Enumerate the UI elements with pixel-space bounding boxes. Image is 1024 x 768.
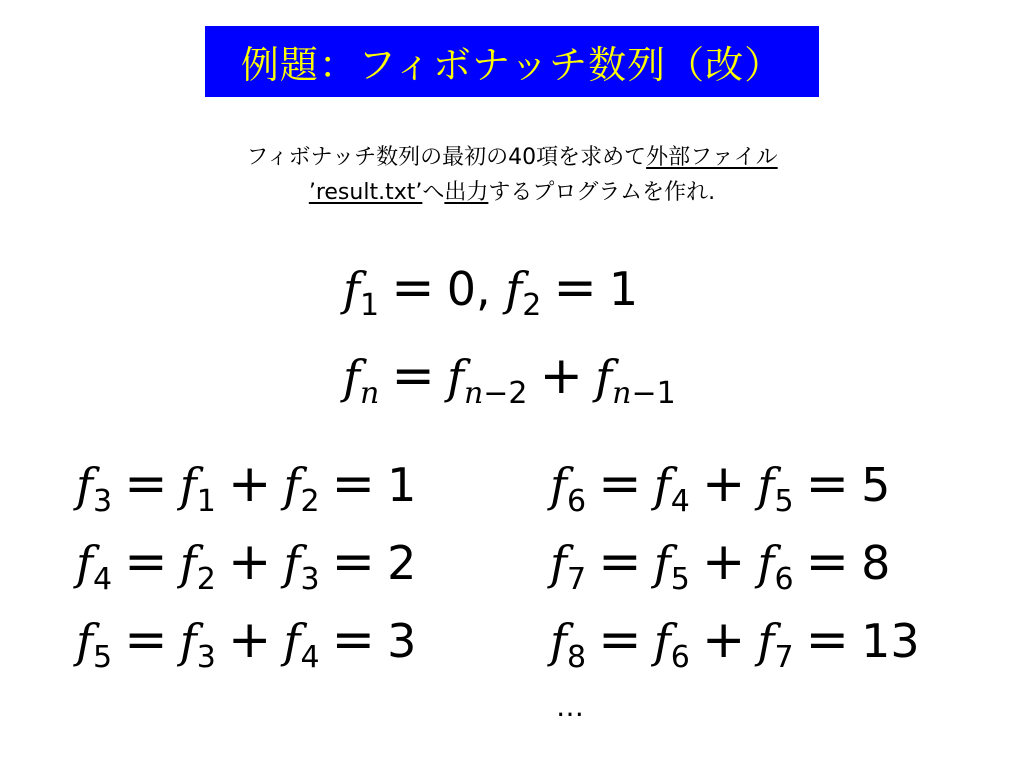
problem-statement bbox=[0, 140, 1024, 210]
plus-sign: + bbox=[227, 532, 272, 592]
subscript: 2 bbox=[196, 562, 216, 597]
problem-text: へ bbox=[422, 180, 445, 205]
plus-sign: + bbox=[227, 610, 272, 670]
subscript: 6 bbox=[567, 484, 587, 519]
subscript: 1 bbox=[360, 288, 380, 323]
result-value: 2 bbox=[387, 536, 417, 590]
external-file-term: 外部ファイル bbox=[646, 145, 778, 170]
result-value: 8 bbox=[861, 536, 891, 590]
equals-sign: = bbox=[124, 610, 168, 670]
fibonacci-example-equation bbox=[550, 454, 891, 519]
function-symbol: f bbox=[179, 458, 197, 512]
subscript: 8 bbox=[567, 640, 587, 675]
subscript: 6 bbox=[774, 562, 794, 597]
subscript: 2 bbox=[300, 484, 320, 519]
function-symbol: f bbox=[653, 536, 671, 590]
subscript: 3 bbox=[300, 562, 320, 597]
function-symbol: f bbox=[757, 614, 775, 668]
output-term: 出力 bbox=[444, 180, 489, 205]
function-symbol: f bbox=[76, 458, 94, 512]
slide-title-box bbox=[205, 26, 819, 97]
subscript: 6 bbox=[670, 640, 690, 675]
subscript: 3 bbox=[93, 484, 113, 519]
subscript-variable: n bbox=[360, 376, 380, 411]
equals-sign: = bbox=[805, 610, 850, 670]
subscript: 5 bbox=[670, 562, 690, 597]
equals-sign: = bbox=[331, 610, 376, 670]
function-symbol: f bbox=[550, 458, 568, 512]
subscript: 5 bbox=[774, 484, 794, 519]
value: 1 bbox=[608, 262, 639, 316]
equals-sign: = bbox=[124, 454, 168, 514]
function-symbol: f bbox=[595, 350, 613, 404]
filename-term: ’result.txt’ bbox=[308, 180, 423, 205]
result-value: 1 bbox=[387, 458, 417, 512]
ellipsis: … bbox=[556, 690, 585, 723]
function-symbol: f bbox=[179, 536, 197, 590]
fibonacci-example-equation bbox=[76, 454, 417, 519]
function-symbol: f bbox=[757, 536, 775, 590]
fibonacci-example-equation bbox=[550, 610, 920, 675]
equals-sign: = bbox=[598, 532, 642, 592]
subscript: 7 bbox=[567, 562, 587, 597]
function-symbol: f bbox=[653, 614, 671, 668]
function-symbol: f bbox=[550, 536, 568, 590]
subscript-variable: n bbox=[463, 376, 484, 411]
result-value: 3 bbox=[387, 614, 417, 668]
function-symbol: f bbox=[76, 614, 94, 668]
subscript: 4 bbox=[670, 484, 690, 519]
result-value: 5 bbox=[861, 458, 891, 512]
equals-sign: = bbox=[331, 532, 376, 592]
plus-sign: + bbox=[227, 454, 272, 514]
problem-line-2 bbox=[0, 175, 1024, 210]
subscript-offset: −1 bbox=[631, 376, 676, 411]
slide-title: 例題：フィボナッチ数列（改） bbox=[240, 43, 784, 87]
subscript: 7 bbox=[774, 640, 794, 675]
function-symbol: f bbox=[653, 458, 671, 512]
function-symbol: f bbox=[505, 262, 523, 316]
initial-conditions-equation bbox=[343, 258, 639, 323]
recurrence-equation bbox=[343, 346, 676, 411]
value: 0, bbox=[446, 262, 491, 316]
subscript-offset: −2 bbox=[483, 376, 528, 411]
plus-sign: + bbox=[701, 532, 746, 592]
equals-sign: = bbox=[331, 454, 376, 514]
subscript bbox=[360, 376, 379, 411]
function-symbol: f bbox=[283, 458, 301, 512]
fibonacci-example-equation bbox=[76, 532, 417, 597]
subscript: 4 bbox=[300, 640, 320, 675]
function-symbol: f bbox=[179, 614, 197, 668]
subscript bbox=[464, 376, 528, 411]
plus-sign: + bbox=[539, 346, 584, 406]
equals-sign: = bbox=[598, 610, 642, 670]
equals-sign: = bbox=[805, 532, 850, 592]
equals-sign: = bbox=[124, 532, 168, 592]
subscript: 3 bbox=[196, 640, 216, 675]
function-symbol: f bbox=[757, 458, 775, 512]
subscript-variable: n bbox=[612, 376, 632, 411]
subscript: 4 bbox=[93, 562, 113, 597]
function-symbol: f bbox=[76, 536, 94, 590]
equals-sign: = bbox=[805, 454, 850, 514]
plus-sign: + bbox=[701, 454, 746, 514]
fibonacci-example-equation bbox=[76, 610, 417, 675]
function-symbol: f bbox=[283, 614, 301, 668]
equals-sign: = bbox=[598, 454, 642, 514]
equals-sign: = bbox=[391, 258, 435, 318]
fibonacci-example-equation bbox=[550, 532, 891, 597]
problem-text: フィボナッチ数列の最初の40項を求めて bbox=[246, 145, 647, 170]
subscript: 2 bbox=[522, 288, 542, 323]
subscript: 5 bbox=[93, 640, 113, 675]
function-symbol: f bbox=[446, 350, 464, 404]
problem-text: するプログラムを作れ. bbox=[488, 180, 716, 205]
function-symbol: f bbox=[343, 262, 361, 316]
equals-sign: = bbox=[553, 258, 597, 318]
plus-sign: + bbox=[701, 610, 746, 670]
subscript bbox=[612, 376, 676, 411]
problem-line-1 bbox=[0, 140, 1024, 175]
subscript: 1 bbox=[196, 484, 216, 519]
equals-sign: = bbox=[391, 346, 435, 406]
function-symbol: f bbox=[550, 614, 568, 668]
function-symbol: f bbox=[343, 350, 361, 404]
result-value: 13 bbox=[861, 614, 920, 668]
function-symbol: f bbox=[283, 536, 301, 590]
